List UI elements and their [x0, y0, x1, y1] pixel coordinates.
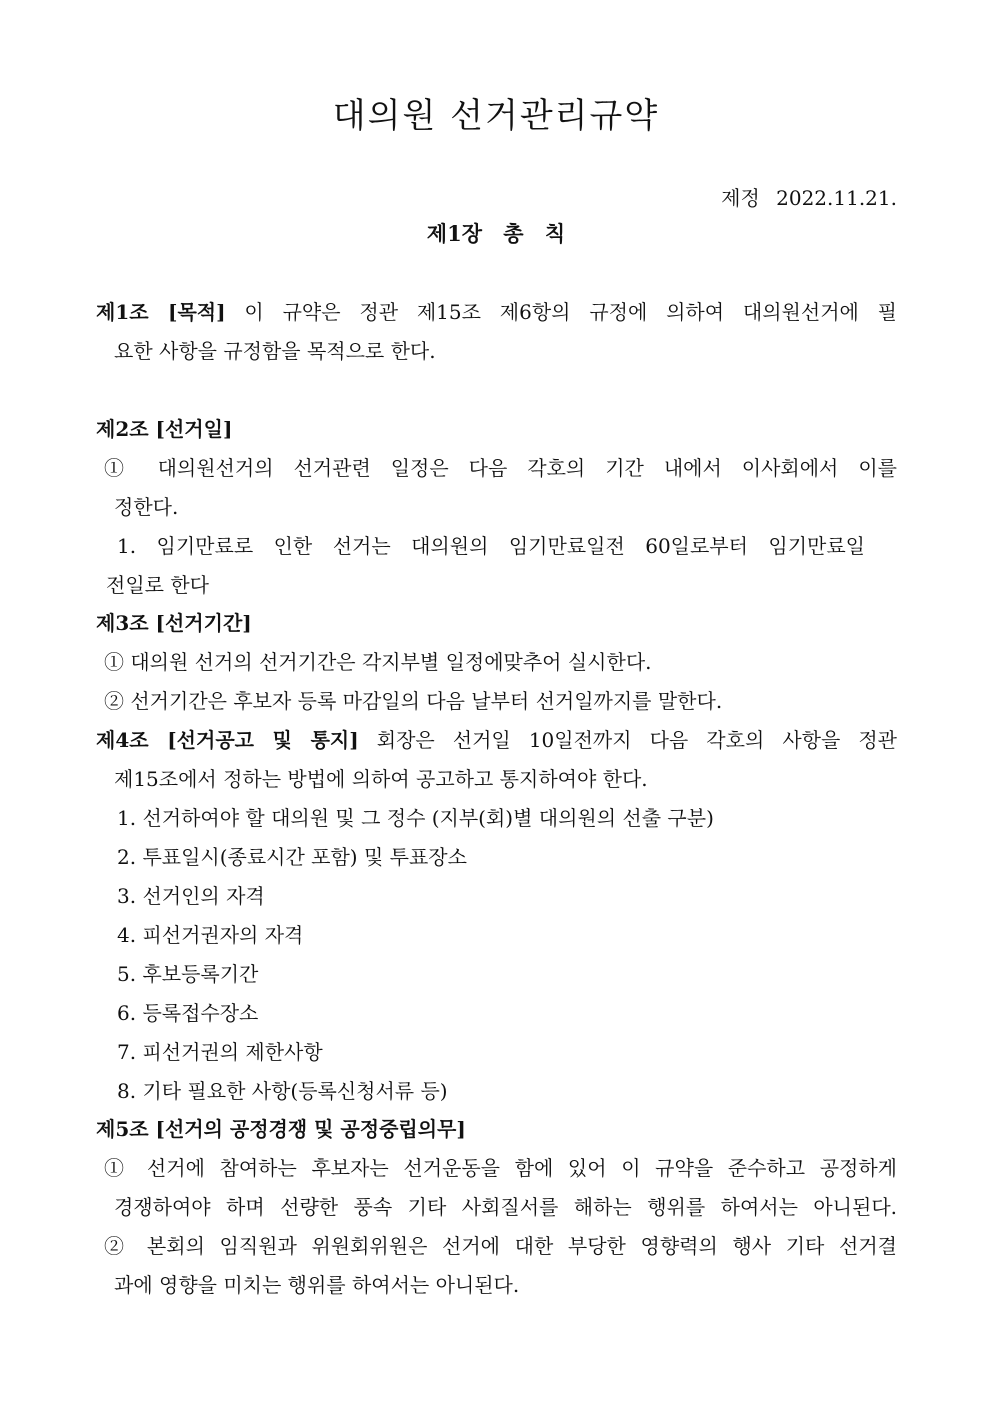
- article-4-line-1: [96, 726, 897, 754]
- article-5-para-2-line-1: ② 본회의 임직원과 위원회위원은 선거에 대한 부당한 영향력의 행사 기타 선거결: [104, 1234, 897, 1258]
- article-4-item: 4. 피선거권자의 자격: [117, 923, 304, 947]
- article-5-label: 제5조 [선거의 공정경쟁 및 공정중립의무]: [96, 1117, 466, 1141]
- article-5-para-2-line-2: 과에 영향을 미치는 행위를 하여서는 아니된다.: [114, 1273, 520, 1297]
- article-2-label: 제2조 [선거일]: [96, 417, 233, 441]
- article-4-item: 2. 투표일시(종료시간 포함) 및 투표장소: [117, 845, 467, 869]
- article-4-text: 회장은 선거일 10일전까지 다음 각호의 사항을 정관: [358, 728, 897, 752]
- article-1-line-1: [96, 298, 897, 326]
- chapter-heading: 제1장 총 칙: [426, 221, 566, 246]
- article-5-para-1-line-2: 경쟁하여야 하며 선량한 풍속 기타 사회질서를 해하는 행위를 하여서는 아니된다.: [114, 1195, 897, 1219]
- article-2-para-1-line-1: ① 대의원선거의 선거관련 일정은 다음 각호의 기간 내에서 이사회에서 이를: [104, 456, 897, 480]
- article-4-item: 7. 피선거권의 제한사항: [117, 1040, 323, 1064]
- article-2-para-1-line-2: 정한다.: [114, 495, 179, 519]
- article-1-text: 이 규약은 정관 제15조 제6항의 규정에 의하여 대의원선거에 필: [225, 300, 897, 324]
- article-2-item-1-line-1: 1. 임기만료로 인한 선거는 대의원의 임기만료일전 60일로부터 임기만료일: [117, 534, 865, 558]
- article-3-para-1: ① 대의원 선거의 선거기간은 각지부별 일정에맞추어 실시한다.: [104, 650, 652, 674]
- enactment-date: 제정 2022.11.21.: [721, 186, 897, 210]
- article-4-item: 8. 기타 필요한 사항(등록신청서류 등): [117, 1079, 448, 1103]
- article-3-para-2: ② 선거기간은 후보자 등록 마감일의 다음 날부터 선거일까지를 말한다.: [104, 689, 723, 713]
- document-title: 대의원 선거관리규약: [332, 96, 660, 136]
- article-5-para-1-line-1: ① 선거에 참여하는 후보자는 선거운동을 함에 있어 이 규약을 준수하고 공정하게: [104, 1156, 897, 1180]
- article-1-line-2: 요한 사항을 규정함을 목적으로 한다.: [114, 339, 436, 363]
- article-1-label: 제1조 [목적]: [96, 300, 226, 324]
- article-4-item: 3. 선거인의 자격: [117, 884, 265, 908]
- article-3-label: 제3조 [선거기간]: [96, 611, 252, 635]
- article-2-item-1-line-2: 전일로 한다: [106, 573, 209, 597]
- article-4-item: 1. 선거하여야 할 대의원 및 그 정수 (지부(회)별 대의원의 선출 구분): [117, 806, 714, 830]
- article-4-label: 제4조 [선거공고 및 통지]: [96, 728, 359, 752]
- article-4-item: 6. 등록접수장소: [117, 1001, 259, 1025]
- article-4-item: 5. 후보등록기간: [117, 962, 259, 986]
- article-4-line-2: 제15조에서 정하는 방법에 의하여 공고하고 통지하여야 한다.: [114, 767, 648, 791]
